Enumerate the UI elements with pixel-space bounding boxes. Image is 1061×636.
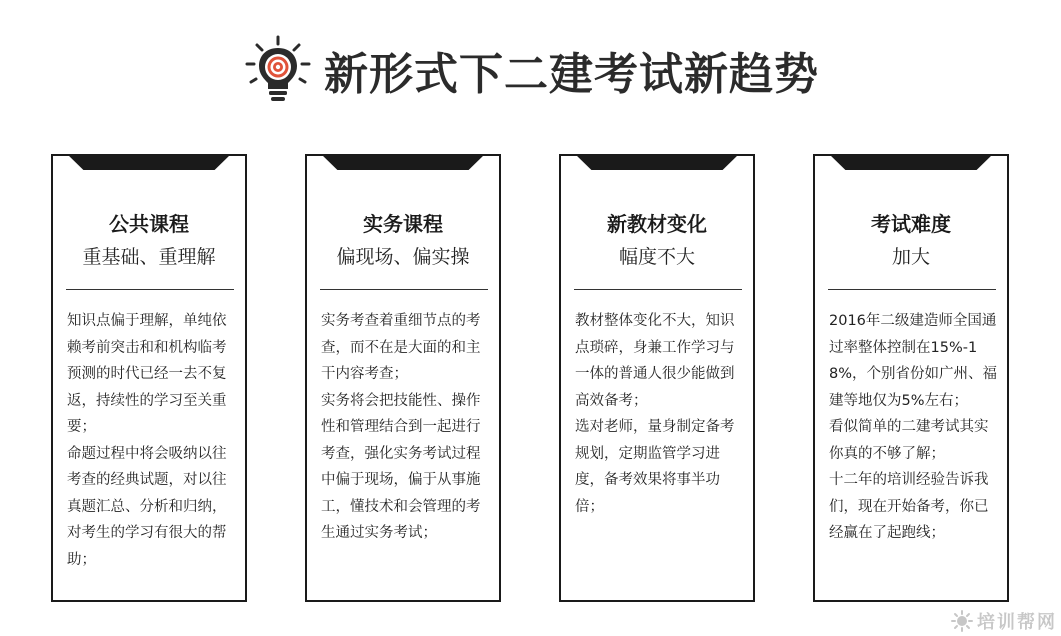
card-title: 新教材变化	[607, 212, 707, 236]
card-subtitle: 加大	[891, 246, 930, 268]
card-body	[321, 308, 489, 547]
sun-logo-icon	[951, 610, 973, 632]
card-body	[575, 308, 743, 520]
card-subtitle: 幅度不大	[618, 246, 695, 268]
card-paragraph: 教材整体变化不大，知识点琐碎，身兼工作学习与一体的普通人很少能做到高效备考；	[575, 313, 735, 409]
card-paragraph: 看似简单的二建考试其实你真的不够了解；	[829, 419, 989, 462]
card-tab	[321, 154, 485, 170]
card-divider	[66, 289, 234, 290]
card-title: 实务课程	[363, 212, 443, 236]
card-title: 考试难度	[871, 212, 951, 236]
watermark-text: 培训帮网	[977, 612, 1057, 633]
card-paragraph: 命题过程中将会吸纳以往考查的经典试题，对以往真题汇总、分析和归纳，对考生的学习有很大的帮助；	[67, 445, 227, 568]
card-paragraph: 十二年的培训经验告诉我们，现在开始备考，你已经赢在了起跑线；	[829, 472, 989, 541]
card-subtitle: 偏现场、偏实操	[336, 246, 470, 268]
page-title: 新形式下二建考试新趋势	[324, 49, 819, 100]
card-paragraph: 知识点偏于理解，单纯依赖考前突击和和机构临考预测的时代已经一去不复返，持续性的学习至关重要；	[67, 313, 227, 435]
card-subtitle: 重基础、重理解	[82, 246, 216, 268]
card-divider	[320, 289, 488, 290]
card-divider	[828, 289, 996, 290]
card-tab	[575, 154, 739, 170]
lightbulb-target-icon	[242, 34, 314, 106]
watermark	[951, 608, 1057, 634]
card-paragraph: 2016年二级建造师全国通过率整体控制在15%-18%，个别省份如广州、福建等地仅为5%左右；	[829, 313, 998, 409]
card-paragraph: 选对老师，量身制定备考规划，定期监管学习进度，备考效果将事半功倍；	[575, 419, 735, 515]
card-tab	[829, 154, 993, 170]
card-body	[829, 308, 997, 547]
card-paragraph: 实务考查着重细节点的考查，而不在是大面的和主干内容考查；	[321, 313, 481, 382]
card-exam-difficulty	[813, 154, 1009, 602]
card-practice-course	[305, 154, 501, 602]
card-paragraph: 实务将会把技能性、操作性和管理结合到一起进行考查，强化实务考试过程中偏于现场，偏于从事施工，懂技术和会管理的考生通过实务考试；	[321, 392, 481, 541]
page-header	[0, 34, 1061, 106]
card-body	[67, 308, 235, 573]
card-tab	[67, 154, 231, 170]
card-public-course	[51, 154, 247, 602]
card-divider	[574, 289, 742, 290]
card-title: 公共课程	[109, 212, 189, 236]
card-new-textbook	[559, 154, 755, 602]
